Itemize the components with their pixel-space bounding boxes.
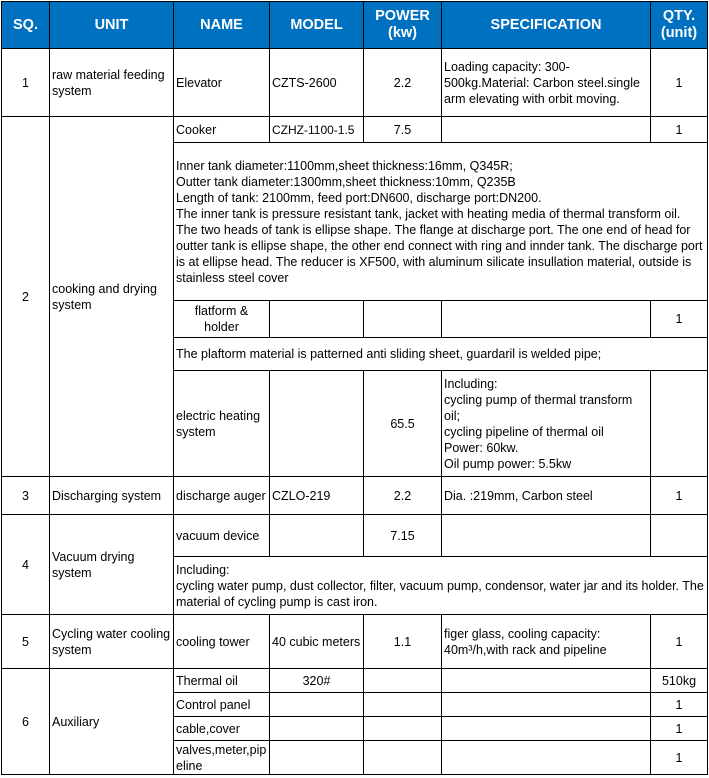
heating-spec-line: Oil pump power: 5.5kw: [444, 456, 572, 471]
row5-name: cooling tower: [174, 615, 270, 669]
row6-item-qty: 1: [651, 693, 708, 717]
header-power-line1: POWER: [375, 8, 430, 24]
row2-unit: cooking and drying system: [50, 117, 174, 477]
row2-cooker-model: CZHZ-1100-1.5: [270, 117, 364, 143]
row2-platform-name: flatform & holder: [174, 301, 270, 338]
row3-power: 2.2: [364, 477, 442, 515]
cooker-desc-line: The inner tank is pressure resistant tank, jacket with heating media of thermal transform oil. The two heads of tank is ellipse shape. The flange at discharge port. The one end of head for outter tank is ellipse shape, the other end connect with ring and innder tank. The discharge port is at ellipse head. The reducer is XF500, with aluminum silicate insullation material, outside is stainless steel cover: [176, 206, 706, 285]
row4-power: 7.15: [364, 515, 442, 557]
cooker-desc-line: Inner tank diameter:1100mm,sheet thickness:16mm, Q345R;: [176, 158, 513, 173]
header-qty: [651, 2, 708, 49]
header-power: [364, 2, 442, 49]
row2-platform-description: The plaftorm material is patterned anti sliding sheet, guardaril is welded pipe;: [174, 338, 708, 371]
row2-heating-power: 65.5: [364, 371, 442, 477]
row6-item-qty: 510kg: [651, 669, 708, 693]
row2-cooker-spec: [442, 117, 651, 143]
row4-qty: [651, 515, 708, 557]
table-row: [2, 515, 708, 557]
row3-sq: 3: [2, 477, 50, 515]
row2-sq: 2: [2, 117, 50, 477]
header-row: [2, 2, 708, 49]
row1-spec: Loading capacity: 300-500kg.Material: Carbon steel.single arm elevating with orbit moving.: [442, 49, 651, 117]
row4-model: [270, 515, 364, 557]
row1-sq: 1: [2, 49, 50, 117]
row5-model: 40 cubic meters: [270, 615, 364, 669]
header-sq: SQ.: [2, 2, 50, 49]
row2-cooker-power: 7.5: [364, 117, 442, 143]
row6-unit: Auxiliary: [50, 669, 174, 775]
row2-cooker-description: [174, 143, 708, 301]
row6-item-qty: 1: [651, 741, 708, 775]
row2-heating-name: electric heating system: [174, 371, 270, 477]
row4-description: [174, 557, 708, 615]
row2-cooker-name: Cooker: [174, 117, 270, 143]
row2-platform-qty: 1: [651, 301, 708, 338]
row6-sq: 6: [2, 669, 50, 775]
table-row: [2, 117, 708, 143]
row6-item-name: valves,meter,pipeline: [174, 741, 270, 775]
row1-model: CZTS-2600: [270, 49, 364, 117]
row6-item-name: cable,cover: [174, 717, 270, 741]
heating-spec-line: Including:: [444, 376, 498, 391]
row1-name: Elevator: [174, 49, 270, 117]
table-row: [2, 615, 708, 669]
table-row: [2, 49, 708, 117]
row1-unit: raw material feeding system: [50, 49, 174, 117]
row6-item-name: Thermal oil: [174, 669, 270, 693]
vacuum-desc-line: cycling water pump, dust collector, filter, vacuum pump, condensor, water jar and its holder. The material of cycling pump is cast iron.: [176, 578, 704, 609]
row2-platform-power: [364, 301, 442, 338]
row6-item-model: [270, 717, 364, 741]
row3-spec: Dia. :219mm, Carbon steel: [442, 477, 651, 515]
row4-sq: 4: [2, 515, 50, 615]
header-qty-line2: (unit): [660, 25, 698, 41]
row4-name: vacuum device: [174, 515, 270, 557]
header-model: MODEL: [270, 2, 364, 49]
row2-heating-model: [270, 371, 364, 477]
row3-unit: Discharging system: [50, 477, 174, 515]
row1-qty: 1: [651, 49, 708, 117]
header-spec: SPECIFICATION: [442, 2, 651, 49]
cooker-desc-line: Outter tank diameter:1300mm,sheet thickness:10mm, Q235B: [176, 174, 516, 189]
row6-item-model: [270, 741, 364, 775]
row2-heating-qty: [651, 371, 708, 477]
header-power-line2: (kw): [388, 25, 417, 41]
row6-item-qty: 1: [651, 717, 708, 741]
row5-qty: 1: [651, 615, 708, 669]
table-row: [2, 477, 708, 515]
row2-platform-spec: [442, 301, 651, 338]
row2-cooker-qty: 1: [651, 117, 708, 143]
row2-heating-spec: [442, 371, 651, 477]
header-unit: UNIT: [50, 2, 174, 49]
table-row: [2, 669, 708, 693]
row5-spec: figer glass, cooling capacity: 40m³/h,with rack and pipeline: [442, 615, 651, 669]
heating-spec-line: cycling pump of thermal transform oil;: [444, 392, 633, 423]
header-name: NAME: [174, 2, 270, 49]
row6-item-model: 320#: [270, 669, 364, 693]
row4-spec: [442, 515, 651, 557]
heating-spec-line: Power: 60kw.: [444, 440, 519, 455]
vacuum-desc-line: Including:: [176, 562, 230, 577]
cooker-desc-line: Length of tank: 2100mm, feed port:DN600, discharge port:DN200.: [176, 190, 542, 205]
row6-item-name: Control panel: [174, 693, 270, 717]
row4-unit: Vacuum drying system: [50, 515, 174, 615]
row5-sq: 5: [2, 615, 50, 669]
row3-qty: 1: [651, 477, 708, 515]
row3-name: discharge auger: [174, 477, 270, 515]
equipment-spec-table: [1, 1, 708, 775]
row1-power: 2.2: [364, 49, 442, 117]
row3-model: CZLO-219: [270, 477, 364, 515]
row5-power: 1.1: [364, 615, 442, 669]
row2-platform-model: [270, 301, 364, 338]
row5-unit: Cycling water cooling system: [50, 615, 174, 669]
row6-item-model: [270, 693, 364, 717]
heating-spec-line: cycling pipeline of thermal oil: [444, 424, 604, 439]
header-qty-line1: QTY.: [662, 8, 696, 24]
